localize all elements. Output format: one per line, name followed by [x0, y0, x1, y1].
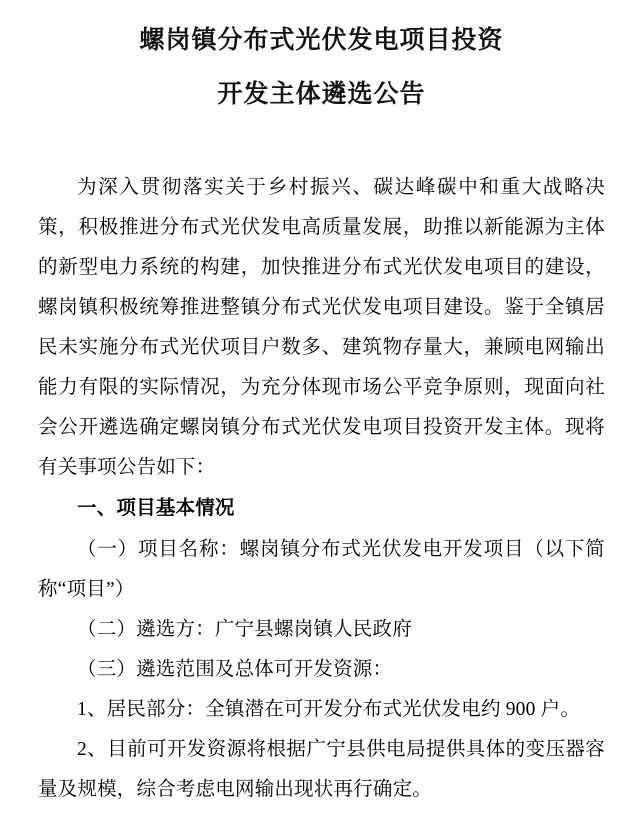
- list-item-scope: （三）遴选范围及总体可开发资源：: [77, 659, 393, 680]
- title-body-spacer: [38, 122, 605, 168]
- list-item-resources: 2、目前可开发资源将根据广宁县供电局提供具体的变压器容量及规模，综合考虑电网输出现状再行确定。: [38, 739, 605, 800]
- document-body: [38, 168, 605, 810]
- page-title: [38, 0, 605, 122]
- paragraph-intro: 为深入贯彻落实关于乡村振兴、碳达峰碳中和重大战略决策，积极推进分布式光伏发电高质量发展，助推以新能源为主体的新型电力系统的构建，加快推进分布式光伏发电项目的建设，螺岗镇积极统筹推进整镇分布式光伏发电项目建设。鉴于全镇居民未实施分布式光伏项目户数多、建筑物存量大，兼顾电网输出能力有限的实际情况，为充分体现市场公平竞争原则，现面向社会公开遴选确定螺岗镇分布式光伏发电项目投资开发主体。现将有关事项公告如下：: [38, 177, 605, 478]
- list-item-selector: （二）遴选方：广宁县螺岗镇人民政府: [77, 619, 412, 640]
- list-item-residential: 1、居民部分：全镇潜在可开发分布式光伏发电约 900 户。: [77, 699, 581, 720]
- page-title-line-1: 螺岗镇分布式光伏发电项目投资: [139, 27, 504, 54]
- section-heading-basic-info: 一、项目基本情况: [77, 498, 235, 519]
- list-item-project-name: （一）项目名称：螺岗镇分布式光伏发电开发项目（以下简称“项目”）: [38, 539, 605, 600]
- page-title-line-2: 开发主体遴选公告: [217, 81, 426, 108]
